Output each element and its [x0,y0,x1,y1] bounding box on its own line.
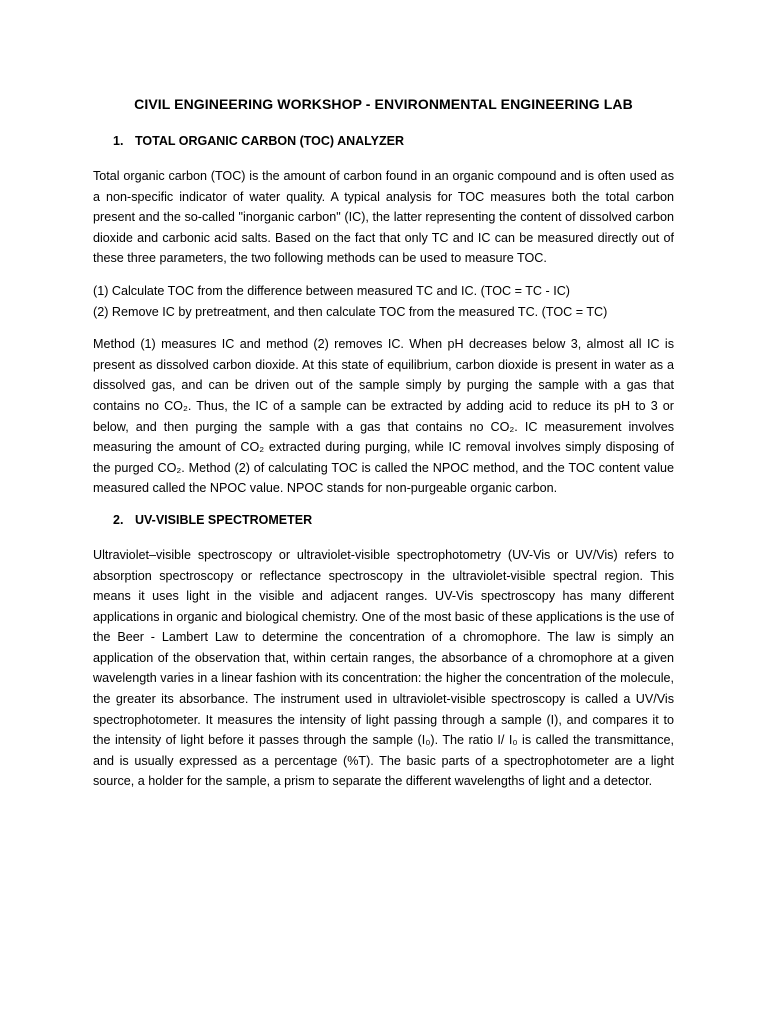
toc-method-2: (2) Remove IC by pretreatment, and then calculate TOC from the measured TC. (TOC = TC) [93,304,608,319]
section-heading-toc [113,134,674,148]
document-page [93,96,674,804]
section-title: UV-VISIBLE SPECTROMETER [135,512,313,527]
toc-method-1: (1) Calculate TOC from the difference between measured TC and IC. (TOC = TC - IC) [93,283,571,298]
section-number: 2. [113,512,124,527]
section-title: TOTAL ORGANIC CARBON (TOC) ANALYZER [135,134,404,148]
uv-vis-paragraph: Ultraviolet–visible spectroscopy or ultraviolet-visible spectrophotometry (UV-Vis or UV/Vis) refers to absorption spectroscopy or reflectance spectroscopy in the ultraviolet-visible spectral region. This means it uses light in the visible and adjacent ranges. UV-Vis spectroscopy has many different applications in organic and biological chemistry. One of the most basic of these applications is the use of the Beer - Lambert Law to determine the concentration of a chromophore. The law is simply an application of the observation that, within certain ranges, the absorbance of a chromophore at a given wavelength varies in a linear fashion with its concentration: the higher the concentration of the molecule, the greater its absorbance. The instrument used in ultraviolet-visible spectroscopy is called a UV/Vis spectrophotometer. It measures the intensity of light passing through a sample (I), and compares it to the intensity of light before it passes through the sample (I₀). The ratio I/ I₀ is called the transmittance, and is usually expressed as a percentage (%T). The basic parts of a spectrophotometer are a light source, a holder for the sample, a prism to separate the different wavelengths of light and a detector. [93,547,674,789]
document-title: CIVIL ENGINEERING WORKSHOP - ENVIRONMENTAL ENGINEERING LAB [134,96,633,112]
section-number: 1. [113,134,124,148]
toc-method-explanation-paragraph: Method (1) measures IC and method (2) removes IC. When pH decreases below 3, almost all IC is present as dissolved carbon dioxide. At this state of equilibrium, carbon dioxide is present in water as a dissolved gas, and can be driven out of the sample simply by purging the sample with a gas that contains no CO₂. Thus, the IC of a sample can be extracted by adding acid to reduce its pH to 3 or below, and then purging the sample with a gas that contains no CO₂. IC measurement involves measuring the amount of CO₂ extracted during purging, while IC removal involves simply disposing of the purged CO₂. Method (2) of calculating TOC is called the NPOC method, and the TOC content value measured called the NPOC value. NPOC stands for non-purgeable organic carbon. [93,337,674,496]
section-heading-uv-vis [113,513,674,527]
toc-intro-paragraph: Total organic carbon (TOC) is the amount of carbon found in an organic compound and is often used as a non-specific indicator of water quality. A typical analysis for TOC measures both the total carbon present and the so-called "inorganic carbon" (IC), the latter representing the content of dissolved carbon dioxide and carbonic acid salts. Based on the fact that only TC and IC can be measured directly out of these three parameters, the two following methods can be used to measure TOC. [93,169,674,266]
